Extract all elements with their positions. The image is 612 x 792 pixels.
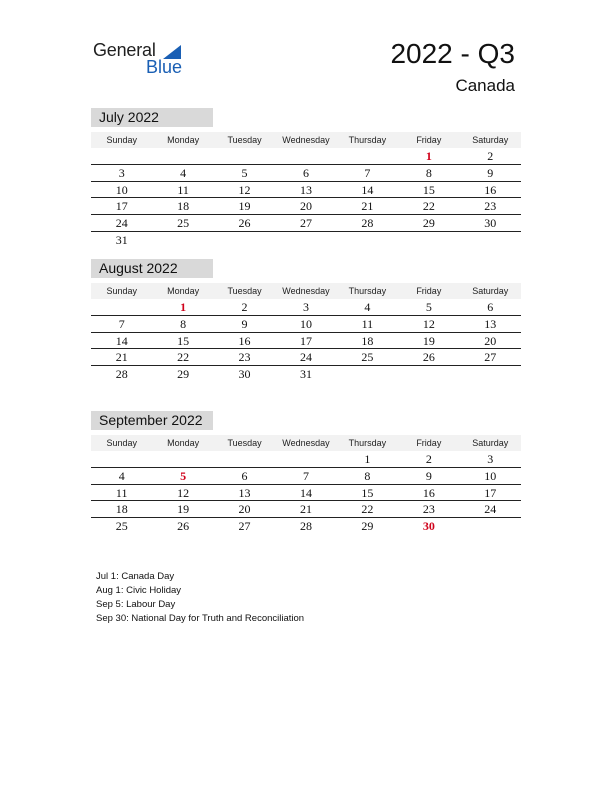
holiday-notes <box>96 570 304 626</box>
day-cell: 6 <box>241 468 248 483</box>
week-row <box>91 518 521 535</box>
empty-day-cell <box>337 232 398 249</box>
empty-day-cell <box>460 232 521 249</box>
day-cell: 30 <box>238 367 251 382</box>
weekday-label: Wednesday <box>282 438 330 448</box>
day-cell: 31 <box>299 367 312 382</box>
day-cell: 24 <box>115 216 128 231</box>
day-cell: 2 <box>487 149 494 163</box>
day-cell: 20 <box>299 199 312 214</box>
empty-day-cell <box>214 232 275 249</box>
day-cell: 9 <box>241 316 248 331</box>
empty-day-cell <box>152 148 213 164</box>
logo-text-blue: Blue <box>146 57 183 77</box>
day-cell: 7 <box>118 316 125 331</box>
day-cell: 18 <box>115 502 128 517</box>
day-cell: 4 <box>180 165 187 180</box>
day-cell: 3 <box>487 452 494 466</box>
day-cell: 9 <box>487 165 494 180</box>
day-cell: 28 <box>299 519 312 534</box>
month-name: September 2022 <box>91 411 213 430</box>
day-cell: 4 <box>364 300 371 314</box>
day-cell: 16 <box>238 333 251 348</box>
empty-day-cell <box>214 148 275 164</box>
empty-day-cell <box>152 451 213 467</box>
day-cell: 14 <box>361 182 374 197</box>
day-cell: 12 <box>177 485 190 500</box>
day-cell: 20 <box>238 502 251 517</box>
day-cell: 6 <box>302 165 309 180</box>
weekday-label: Wednesday <box>282 286 330 296</box>
day-cell: 12 <box>238 182 251 197</box>
day-cell: 14 <box>115 333 128 348</box>
weekday-header-row <box>91 435 521 451</box>
day-cell: 2 <box>241 300 248 314</box>
day-cell: 21 <box>299 502 312 517</box>
weekday-header-row <box>91 132 521 148</box>
day-cell: 18 <box>361 333 374 348</box>
day-cell: 25 <box>177 216 190 231</box>
day-cell: 26 <box>177 519 190 534</box>
holiday-note: Aug 1: Civic Holiday <box>96 585 182 596</box>
day-cell: 13 <box>238 485 251 500</box>
week-row <box>91 232 521 249</box>
day-cell: 2 <box>425 452 432 466</box>
month-block-july <box>91 108 521 249</box>
day-cell: 28 <box>361 216 374 231</box>
weekday-label: Tuesday <box>227 438 262 448</box>
week-row <box>91 182 521 199</box>
empty-day-cell <box>398 232 459 249</box>
weekday-label: Sunday <box>106 438 137 448</box>
day-cell: 16 <box>484 182 497 197</box>
day-cell: 26 <box>238 216 251 231</box>
day-cell: 13 <box>299 182 312 197</box>
holiday-note: Jul 1: Canada Day <box>96 571 175 582</box>
weeks-container <box>91 299 521 383</box>
day-cell: 23 <box>422 502 435 517</box>
month-block-september <box>91 411 521 535</box>
day-cell: 1 <box>364 452 371 466</box>
day-cell: 11 <box>177 182 189 197</box>
day-cell: 15 <box>177 333 190 348</box>
week-row <box>91 333 521 350</box>
day-cell: 10 <box>115 182 128 197</box>
empty-day-cell <box>398 366 459 383</box>
month-name: August 2022 <box>91 259 213 278</box>
weekday-label: Saturday <box>472 135 509 145</box>
weeks-container <box>91 148 521 249</box>
day-cell: 27 <box>484 350 497 365</box>
week-row <box>91 299 521 316</box>
day-cell: 8 <box>180 316 187 331</box>
weekday-label: Sunday <box>106 286 137 296</box>
weekday-label: Saturday <box>472 438 509 448</box>
week-row <box>91 366 521 383</box>
weekday-label: Tuesday <box>227 135 262 145</box>
week-row <box>91 148 521 165</box>
day-cell: 13 <box>484 316 497 331</box>
empty-day-cell <box>91 299 152 315</box>
weekday-label: Wednesday <box>282 135 330 145</box>
day-cell: 3 <box>302 300 309 314</box>
day-cell: 1 <box>425 149 432 163</box>
day-cell: 19 <box>177 502 190 517</box>
holiday-note: Sep 5: Labour Day <box>96 599 176 610</box>
month-name: July 2022 <box>91 108 213 127</box>
page-title: 2022 - Q3 <box>390 38 515 69</box>
day-cell: 8 <box>425 165 432 180</box>
empty-day-cell <box>337 366 398 383</box>
weekday-label: Tuesday <box>227 286 262 296</box>
day-cell: 3 <box>118 165 125 180</box>
day-cell: 18 <box>177 199 190 214</box>
empty-day-cell <box>337 148 398 164</box>
weekday-label: Monday <box>167 286 200 296</box>
week-row <box>91 316 521 333</box>
day-cell: 19 <box>238 199 251 214</box>
empty-day-cell <box>460 366 521 383</box>
week-row <box>91 165 521 182</box>
day-cell: 12 <box>422 316 435 331</box>
day-cell: 26 <box>422 350 435 365</box>
day-cell: 10 <box>299 316 312 331</box>
weekday-label: Saturday <box>472 286 509 296</box>
day-cell: 23 <box>484 199 497 214</box>
day-cell: 19 <box>422 333 435 348</box>
week-row <box>91 501 521 518</box>
day-cell: 23 <box>238 350 251 365</box>
country-label: Canada <box>455 76 515 95</box>
day-cell: 14 <box>299 485 312 500</box>
weekday-header-row <box>91 283 521 299</box>
day-cell: 9 <box>425 468 432 483</box>
day-cell: 7 <box>302 468 309 483</box>
week-row <box>91 215 521 232</box>
day-cell: 22 <box>422 199 435 214</box>
empty-day-cell <box>460 518 521 535</box>
day-cell: 7 <box>364 165 371 180</box>
weekday-label: Friday <box>416 135 442 145</box>
day-cell: 24 <box>299 350 312 365</box>
day-cell: 21 <box>361 199 374 214</box>
day-cell: 21 <box>115 350 128 365</box>
empty-day-cell <box>152 232 213 249</box>
day-cell: 11 <box>115 485 128 500</box>
empty-day-cell <box>275 451 336 467</box>
day-cell: 27 <box>238 519 251 534</box>
day-cell: 22 <box>361 502 374 517</box>
day-cell: 11 <box>361 316 374 331</box>
day-cell: 4 <box>118 468 125 483</box>
weekday-label: Friday <box>416 286 442 296</box>
day-cell: 29 <box>422 216 435 231</box>
day-cell: 15 <box>361 485 374 500</box>
empty-day-cell <box>91 148 152 164</box>
weekday-label: Thursday <box>348 135 387 145</box>
day-cell: 17 <box>115 199 128 214</box>
weekday-label: Friday <box>416 438 442 448</box>
day-cell: 17 <box>484 485 497 500</box>
day-cell: 6 <box>487 300 494 314</box>
day-cell: 25 <box>115 519 128 534</box>
day-cell: 30 <box>484 216 497 231</box>
day-cell: 17 <box>299 333 312 348</box>
day-cell: 5 <box>241 165 248 180</box>
day-cell: 22 <box>177 350 190 365</box>
day-cell: 20 <box>484 333 497 348</box>
day-cell: 25 <box>361 350 374 365</box>
day-cell: 27 <box>299 216 312 231</box>
weekday-label: Monday <box>167 135 200 145</box>
day-cell: 10 <box>484 468 497 483</box>
day-cell: 29 <box>177 367 190 382</box>
week-row <box>91 198 521 215</box>
empty-day-cell <box>275 232 336 249</box>
brand-logo <box>93 40 193 78</box>
day-cell: 8 <box>364 468 371 483</box>
weekday-label: Thursday <box>348 438 387 448</box>
day-cell: 29 <box>361 519 374 534</box>
week-row <box>91 468 521 485</box>
day-cell: 15 <box>422 182 435 197</box>
month-block-august <box>91 259 521 383</box>
week-row <box>91 485 521 502</box>
holiday-note: Sep 30: National Day for Truth and Reconciliation <box>96 613 305 624</box>
day-cell: 24 <box>484 502 497 517</box>
day-cell: 31 <box>115 232 128 247</box>
day-cell: 28 <box>115 367 128 382</box>
empty-day-cell <box>91 451 152 467</box>
weekday-label: Monday <box>167 438 200 448</box>
empty-day-cell <box>214 451 275 467</box>
weekday-label: Thursday <box>348 286 387 296</box>
week-row <box>91 349 521 366</box>
day-cell: 30 <box>422 519 435 534</box>
day-cell: 5 <box>180 468 187 483</box>
week-row <box>91 451 521 468</box>
weekday-label: Sunday <box>106 135 137 145</box>
day-cell: 5 <box>425 300 432 314</box>
day-cell: 16 <box>422 485 435 500</box>
day-cell: 1 <box>180 300 187 314</box>
weeks-container <box>91 451 521 535</box>
empty-day-cell <box>275 148 336 164</box>
logo-text-general: General <box>93 40 156 60</box>
